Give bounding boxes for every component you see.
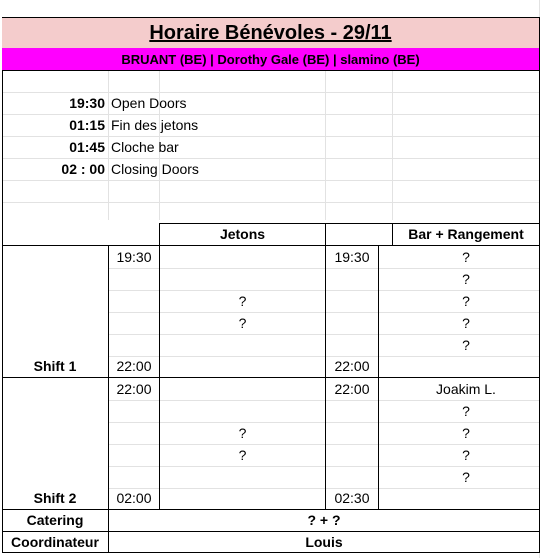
- schedule-time: 02 : 00: [61, 161, 105, 177]
- shift1-jetons-slot[interactable]: ?: [238, 315, 247, 331]
- shift1-bar-slot[interactable]: ?: [462, 315, 470, 331]
- shift1-jetons-start[interactable]: 19:30: [116, 249, 152, 265]
- shift2-bar-slot[interactable]: ?: [462, 469, 470, 485]
- shift1-jetons-slot[interactable]: ?: [238, 293, 247, 309]
- shift2-bar-slot[interactable]: Joakim L.: [436, 381, 496, 397]
- shift2-bar-slot[interactable]: ?: [462, 447, 470, 463]
- catering-value[interactable]: ? + ?: [307, 512, 341, 528]
- schedule-label: Open Doors: [111, 95, 187, 111]
- coordinateur-label: Coordinateur: [11, 534, 99, 550]
- schedule-label: Closing Doors: [111, 161, 199, 177]
- shift1-bar-start[interactable]: 19:30: [334, 249, 370, 265]
- shift1-jetons-end[interactable]: 22:00: [116, 358, 152, 374]
- schedule-label: Fin des jetons: [111, 117, 199, 133]
- shift2-bar-end[interactable]: 02:30: [334, 490, 370, 506]
- schedule-time: 19:30: [69, 95, 105, 111]
- schedule-time: 01:45: [69, 139, 105, 155]
- column-header-bar: Bar + Rangement: [408, 226, 524, 242]
- coordinateur-value[interactable]: Louis: [305, 534, 343, 550]
- shift1-bar-slot[interactable]: ?: [462, 249, 470, 265]
- column-header-jetons: Jetons: [219, 226, 266, 242]
- shift2-bar-start[interactable]: 22:00: [334, 381, 370, 397]
- shift1-label: Shift 1: [33, 358, 77, 374]
- shift1-bar-slot[interactable]: ?: [462, 337, 470, 353]
- shift2-jetons-end[interactable]: 02:00: [116, 490, 152, 506]
- shift2-bar-slot[interactable]: ?: [462, 403, 470, 419]
- catering-label: Catering: [26, 512, 84, 528]
- schedule-time: 01:15: [69, 117, 105, 133]
- shift1-bar-slot[interactable]: ?: [462, 271, 470, 287]
- shift2-jetons-slot[interactable]: ?: [238, 425, 247, 441]
- schedule-label: Cloche bar: [111, 139, 179, 155]
- shift2-jetons-start[interactable]: 22:00: [116, 381, 152, 397]
- shift1-bar-end[interactable]: 22:00: [334, 358, 370, 374]
- shift1-bar-slot[interactable]: ?: [462, 293, 470, 309]
- shift2-bar-slot[interactable]: ?: [462, 425, 470, 441]
- shift2-jetons-slot[interactable]: ?: [238, 447, 247, 463]
- shift2-label: Shift 2: [33, 490, 77, 506]
- sheet-title: Horaire Bénévoles - 29/11: [2, 18, 539, 48]
- artists-band: BRUANT (BE) | Dorothy Gale (BE) | slamino (BE): [2, 48, 539, 70]
